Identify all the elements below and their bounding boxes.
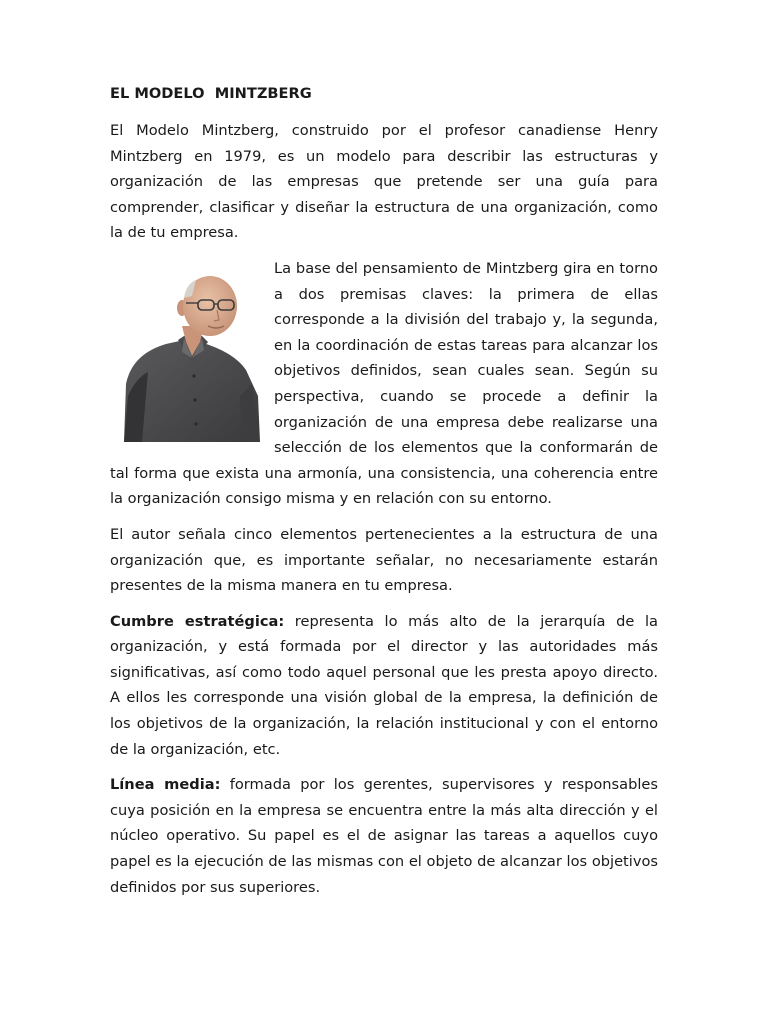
section-linea-media [110, 772, 658, 900]
section-term: Cumbre estratégica: [110, 612, 285, 630]
section-term: Línea media: [110, 776, 221, 794]
elements-paragraph: El autor señala cinco elementos pertenecientes a la estructura de una organización que, es importante señalar, no necesariamente estarán presentes de la misma manera en tu empresa. [110, 525, 658, 595]
section-text: representa lo más alto de la jerarquía de la organización, y está formada por el director y las autoridades más significativas, así como todo aquel personal que les presta apoyo directo. A ellos les corresponde una visión global de la empresa, la definición de los objetivos de la organización, la relación institucional y con el entorno de la organización, etc. [110, 612, 658, 758]
portrait-photo [122, 266, 260, 442]
intro-paragraph: El Modelo Mintzberg, construido por el profesor canadiense Henry Mintzberg en 1979, es un modelo para describir las estructuras y organización de las empresas que pretende ser una guía para comprender, clasificar y diseñar la estructura de una organización, como la de tu empresa. [110, 122, 658, 242]
section-cumbre-estrategica [110, 609, 658, 763]
document-title: EL MODELO MINTZBERG [110, 85, 312, 102]
document-page [110, 84, 658, 910]
section-text: formada por los gerentes, supervisores y responsables cuya posición en la empresa se encuentra entre la más alta dirección y el núcleo operativo. Su papel es el de asignar las tareas a aquellos cuyo papel es la ejecución de las mismas con el objeto de alcanzar los objetivos definidos por sus superiores. [110, 776, 658, 896]
premises-paragraph: La base del pensamiento de Mintzberg gira en torno a dos premisas claves: la primera de ellas corresponde a la división del trabajo y, la segunda, en la coordinación de estas tareas para alcanzar los objetivos definidos, sean cuales sean. Según su perspectiva, cuando se procede a definir la organización de una empresa debe realizarse una selección de los elementos que la conformarán de tal forma que exista una armonía, una consistencia, una coherencia entre la organización consigo misma y en relación con su entorno. [110, 259, 658, 508]
